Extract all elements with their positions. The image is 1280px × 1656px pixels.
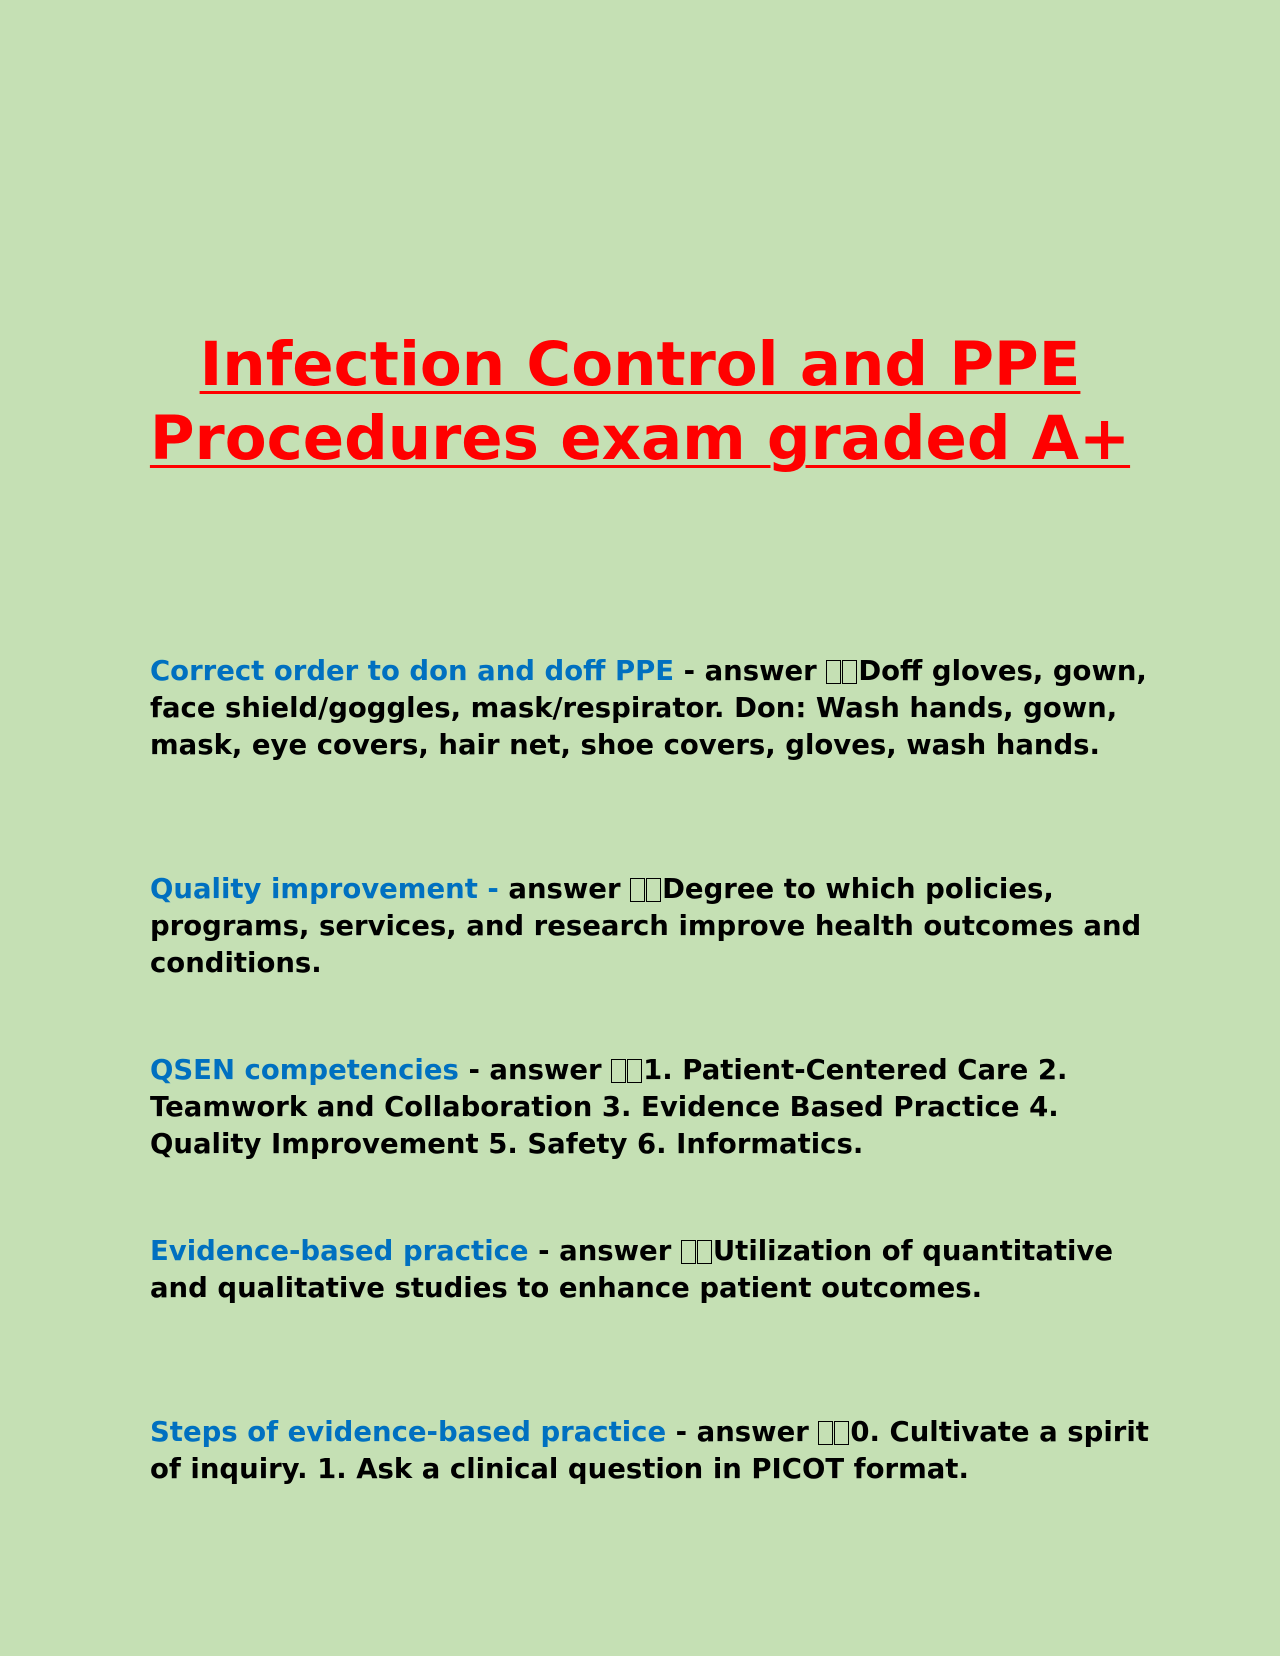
qa-term: Evidence-based practice — [150, 1235, 529, 1267]
qa-entry-5 — [150, 1414, 1150, 1488]
missing-glyph-icons — [818, 1416, 850, 1448]
missing-glyph-icon — [630, 878, 645, 902]
missing-glyph-icons — [611, 1054, 643, 1086]
qa-separator: - answer — [458, 1054, 612, 1086]
qa-term: Quality improvement - — [150, 873, 499, 905]
qa-entry-2 — [150, 871, 1150, 982]
qa-entry-3 — [150, 1052, 1150, 1163]
missing-glyph-icon — [826, 660, 841, 684]
missing-glyph-icons — [630, 873, 662, 905]
qa-separator: - answer — [528, 1235, 681, 1267]
qa-separator: - answer — [666, 1416, 819, 1448]
missing-glyph-icon — [842, 660, 857, 684]
missing-glyph-icon — [611, 1059, 626, 1083]
document-title — [0, 328, 1280, 476]
qa-separator: - answer — [674, 655, 827, 687]
missing-glyph-icon — [834, 1421, 849, 1445]
missing-glyph-icon — [818, 1421, 833, 1445]
qa-entry-4 — [150, 1233, 1150, 1307]
title-line-1: Infection Control and PPE — [199, 329, 1081, 400]
qa-answer: 0. Cultivate a spirit of inquiry. 1. Ask a clinical question in PICOT format. — [150, 1416, 1149, 1485]
qa-term: Correct order to don and doff PPE — [150, 655, 675, 687]
qa-entry-1 — [150, 653, 1150, 764]
qa-separator: answer — [498, 873, 631, 905]
qa-answer: Degree to which policies, programs, services, and research improve health outcomes and conditions. — [150, 873, 1142, 979]
qa-answer: Utilization of quantitative and qualitative studies to enhance patient outcomes. — [150, 1235, 1114, 1304]
title-line-2: Procedures exam graded A+ — [149, 403, 1131, 474]
missing-glyph-icon — [627, 1059, 642, 1083]
missing-glyph-icons — [681, 1235, 713, 1267]
qa-term: Steps of evidence-based practice — [150, 1416, 667, 1448]
qa-answer: 1. Patient-Centered Care 2. Teamwork and Collaboration 3. Evidence Based Practice 4. Quality Improvement 5. Safety 6. Informatics. — [150, 1054, 1068, 1160]
missing-glyph-icon — [681, 1240, 696, 1264]
qa-term: QSEN competencies — [150, 1054, 459, 1086]
missing-glyph-icon — [646, 878, 661, 902]
missing-glyph-icon — [697, 1240, 712, 1264]
qa-answer: Doff gloves, gown, face shield/goggles, mask/respirator. Don: Wash hands, gown, mask, eye covers, hair net, shoe covers, gloves, wash hands. — [150, 655, 1147, 761]
missing-glyph-icons — [826, 655, 858, 687]
